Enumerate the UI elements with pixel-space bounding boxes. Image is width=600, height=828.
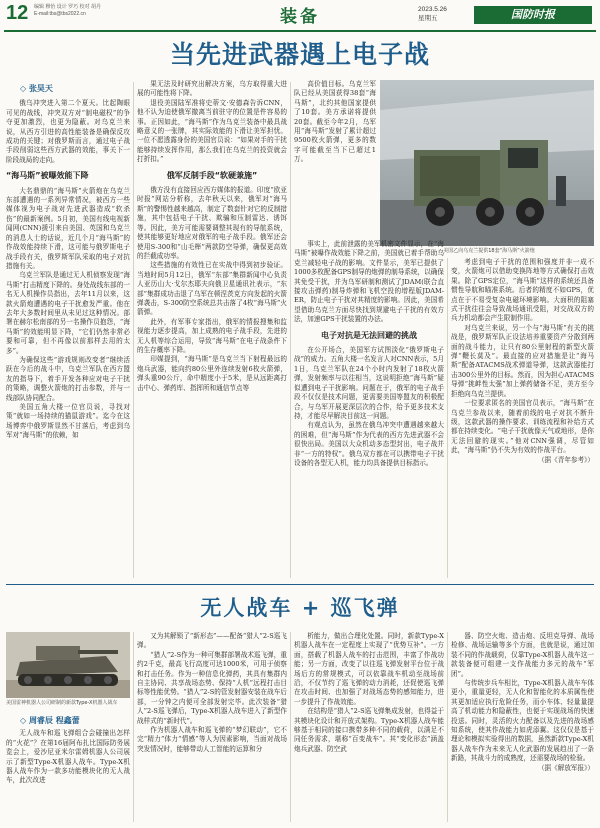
paragraph: 无人战车和巡飞弹组合会碰撞出怎样的“火花”？在第16届阿布扎比国际防务展览会上，爱沙尼亚米尔雷姆机器人公司展示了新型Type-X机器人战车。Type-X机器人战车作为一款多功能模块化的无人战车，此次改进: [6, 729, 130, 785]
paragraph: 俄方没有直接回应西方媒体的报道。印度“欧亚时报”网站分析称，去年秋天以来，俄军对“海马斯”的警惕性越来越高，制定了数套针对它的反制措施，其中包括电子干扰、欺骗和压制雷达、诱饵等。因此，美方可能需要调整其现有的导航系统，使其能够更好地应对俄军的电子战手段。俄军还会使用S-300和“山毛榉”两款防空导弹，确保更高效的拦截成功率。: [137, 186, 287, 260]
page-number: 12: [6, 2, 29, 24]
article1-byline: ◇ 张昊天: [20, 84, 53, 93]
paragraph: “猎人”2-S作为一种可集群部署战术巡飞弹，重约2千克，最高飞行高度可达1000米，可用于侦察和打击任务。作为一种信息化弹药，其具有集群内自主协同、共享战场态势、保持“人机”远程打击目标等性能优势。“猎人”2-S的管发射器安装在战车后部，一分钟之内便可全部发射完毕。此次装备“猎人”2-S巡飞弹后，Type-X机器人战车进入了新型作战样式的“新时代”。: [137, 650, 287, 725]
paragraph: 果无法及时研究出解决方案，乌方取得重大进展的可能性将下降。: [137, 80, 287, 98]
paragraph: 在结构是“猎人”2-S巡飞弹集成发射，也得益于其模块化设计和开放式架构。Type-X机器人战车能够基于相同的接口携带多种不同的载荷，以满足不同任务需求，堪称“百变战车”。其“变化形态”涵盖炮兵武器、防空武: [294, 707, 444, 753]
paragraph: 事实上，此前泄露的美军机密文件显示，在“海马斯”被曝作战效能下降之前，美国就已着手帮助乌克兰减轻电子战的影响。文件显示，美军已提供了1000多枚配备GPS制导的炮弹的制导系统，以确保其免受干扰，并为乌军研制和测试了JDAM(联合直接攻击弹药)制导炸弹和飞机空投的增程版JDAM-ER，防止电子干扰对其精度的影响。因此，美国希望借助乌克兰方面尽快找到规避电子干扰的有效方法，加速GPS干扰装置的办法。: [294, 240, 444, 324]
page-header: [0, 0, 600, 34]
article1-subhead-2: 俄军反制手段“软硬兼施”: [166, 170, 258, 180]
editor-info: [34, 4, 144, 18]
editor-line: 编辑 穆怡 设计 罗巧 校对 胡丹: [34, 4, 101, 10]
article2-byline: ◇ 周睿辰 程鑫蕾: [20, 716, 80, 725]
article2-headline: 无人战车 + 巡飞弹: [200, 596, 400, 620]
paragraph: 乌克兰军队是通过无人机侦察发现“海马斯”打击精度下降的。身处战线东部的一名无人机操作员指出，去年11月以来，这款火箭炮遭遇的电子干扰愈发严重。他在去年大多数时间里从未见过这种情况。部署在赫尔松南部的另一名操作员抱怨，“海马斯”的效能明显下降，“它们仍然非常必要和可靠，但不再像以前那样去用的太多”。: [6, 271, 130, 355]
paragraph: 一位要求匿名的美国官员表示，“海马斯”在乌克兰参战以来，随着前线的电子对抗不断升级，这款武器的操作要求、训练流程和补给方式都在持续变化。“电子干扰就像天气或地形，是你无法回避的现实。”他对CNN强调，尽管如此，“海马斯”仍不失为有效的作战平台。: [451, 399, 594, 455]
paragraph: 作为机器人战车和巡飞弹的“梦幻联动”，它不完“精力”体力“情感”等人为因素影响，当面对战场突发情况时，能够带动人工智能的运算和分: [137, 726, 287, 753]
photo2-caption: 美国雷神机器人公司研制的新款Type-X机器人战车: [6, 700, 118, 706]
paragraph: 考虑到电子干扰的范围和强度并非一成不变，火箭炮可以借助变换阵地等方式确保打击效果。除了GPS定位，“海马斯”这样的系统还具备惯性导航和瞄准系统。后者的精度不如GPS，优点在于不易受复杂电磁环境影响。大面积的阻塞式干扰往往会导致战场通讯受阻，对交战双方的兵力机动都会产生限制作用。: [451, 258, 594, 323]
paragraph: 又为其解锁了“新形态”——配备“猎人”2-S巡飞弹。: [137, 632, 287, 650]
article2-column-3: [294, 632, 444, 824]
article2-column-4: [451, 632, 594, 824]
paragraph: 这些措施的有效性已在实战中得到初步验证。当地时间5月12日，俄军“东部”集群新闻中心负责人亚历山大·戈尔杰耶夫向俄卫星通讯社表示，“东部”集群成功击退了乌军在顿涅茨克方向发起的火箭弹袭击，S-300防空系统总共击落了4枚“海马斯”火箭弹。: [137, 261, 287, 317]
paragraph: 大名鼎鼎的“海马斯”火箭炮在乌克兰东部遭遇的一系列异常情况，被西方一些媒体视为电子战对先进武器造成“软杀伤”的最新案例。5月初，美国有线电视新闻网(CNN)援引来自美国、英国和乌克兰的消息人士的话说，近几个月“海马斯”的作战效能持续下滑，这可能与俄罗斯电子战手段有关，俄罗斯军队采取的电子对抗措施有关。: [6, 186, 130, 270]
article1-subhead-1: “海马斯”被曝效能下降: [6, 171, 89, 181]
paragraph: 与传统步兵车相比，Type-X机器人战车车体更小，重量更轻，无人化和智能化的本质属性使其更加适应执行危险任务，而小车体、轻量量提高了机动能力和隐蔽性，也便于实现战场的快速投送。同时，灵活的火力配备以及先进的战场感知系统，使其作战能力如虎添翼。这仅仅是基于理论和模拟实验得出的数据，虽然新款Type-X机器人战车作为未来无人化武器的发展趋出了一条新路，其战斗力的成熟度，还需要战场的检验。: [451, 679, 594, 763]
column-divider: [290, 82, 291, 578]
issue-date: [418, 5, 447, 23]
article1-column-3-bottom: [294, 240, 444, 580]
date-text: 2023.5.26: [418, 6, 447, 13]
paragraph: 高价值目标。乌克兰军队已经从美国获得38套“海马斯”，北约其他国家提供了10套。美方承诺将提供20套。截至今年2月，乌军用“海马斯”发射了累计超过9500枚火箭弹，更多的数字可能截至当下已超过1万。: [294, 80, 376, 164]
article2-column-2: [137, 632, 287, 824]
robot-vehicle-photo: [6, 632, 130, 698]
paragraph: 美国五角大楼一位官员说，寻找对策“就如一场持续的猫鼠游戏”。迄今在这场博弈中俄罗斯显然不甘落后，考虑到乌军对“海马斯”的依赖，如: [6, 403, 130, 440]
article2-column-1: [6, 716, 130, 824]
paragraph: 有观点认为，虽然在俄乌冲突中遭遇越来越大的困难，但“海马斯”作为代表的西方先进武器不会很快出局。美国以大众机动多态型封出，电子战并非“一方的特权”。俄乌双方都在可以携带电子干扰设备的各型无人机，能力均具备提供目标指示。: [294, 421, 444, 467]
paragraph: 此外，有军事专家指出，俄军的情报搜集和监视能力逐步提高，加上成熟的电子战手段，先进的无人机等综合运用，导致“海马斯”在电子战条件下的生存概率下降。: [137, 317, 287, 354]
article1-subhead-3: 电子对抗是无法回避的挑战: [321, 330, 417, 340]
article1-column-3-top: [294, 80, 376, 236]
paragraph: 器、防空火炮、造击炮、反坦克导弹、战场检修、战场运输等多个方面，也就是说，通过加装不同的作战载荷，仅靠Type-X机器人战车这一款装备便可组建一支作战能力多元的战车“军团”。: [451, 632, 594, 678]
himars-photo: [380, 80, 594, 246]
article1-column-4: [451, 258, 594, 580]
paragraph: 俄乌冲突进入第二个夏天。比起陶眼可见的战线，冲突双方对“制电磁权”的争夺更加激烈，也更为隐蔽。对乌克兰来说，从西方引进的高性能装备是确保反攻成功的关键；对俄罗斯而言，通过电子战手段削弱这些西方武器的效能，事关下一阶段战局的走向。: [6, 99, 130, 164]
column-divider: [447, 258, 448, 578]
paragraph: 析能力，做出合理化处置。同时，新款Type-X机器人战车在一定程度上实现了“优势互补”。一方面，搭载了机器人战车的打击范围，丰富了作战功能；另一方面，改变了以往巡飞弹发射平台位于战场后方的常规模式，可以依靠战车机动至战场前沿，不仅节约了巡飞弹的动力消耗，还促使巡飞弹在攻击时间、也加强了对战场态势的感知能力，进一步提升了作战效能。: [294, 632, 444, 706]
article1-headline: 当先进武器遇上电子战: [169, 40, 430, 69]
article1-column-1: [6, 80, 130, 580]
article-separator: [6, 584, 594, 585]
column-divider: [133, 82, 134, 578]
paragraph: 为确保这些“游戏规则改变者”继续活跃在今后的战斗中，乌克兰军队在西方盟友的指导下，着手开发各种应对电子干扰的策略，调整火箭炮的打击参数，并与一线部队协同配合。: [6, 355, 130, 402]
article1-source: （据《青年参考》）: [537, 455, 594, 464]
column-divider: [133, 632, 134, 822]
himars-illustration: [380, 80, 594, 246]
column-divider: [290, 632, 291, 822]
article1-column-2: [137, 80, 287, 580]
robot-vehicle-illustration: [6, 632, 130, 698]
paragraph: 印媒提到，“海马斯”是乌克兰当下射程最远的炮兵武器，能向约80公里外连续发射6枚火箭弹，弹头重90公斤，命中精度小于5米，是从远距离打击中心、弹药库、指挥所和通信节点等: [137, 355, 287, 392]
paragraph: 对乌克兰来说，另一个与“海马斯”有关的挑战是，俄罗斯军队正设法培养重要资产分散到两面的战斗能力，让只有80公里射程的新型火箭弹“鞭长莫及”。最直接的应对措施是让“海马斯”配备ATACMS战术弹道导弹，这款武器能打击300公里外的目标。然而，因为担心ATACMS导弹“挑衅性太强”加上弹药储备不足，美方至今拒绝向乌克兰提供。: [451, 323, 594, 398]
section-title: 装备: [280, 7, 320, 27]
article2-source: （据《解放军报》）: [537, 763, 594, 772]
header-rule: [4, 30, 596, 32]
column-divider: [447, 632, 448, 822]
newspaper-logo: 国防时报: [474, 6, 592, 24]
paragraph: 退役美国陆军准将史蒂文·安德森告诉CNN，他不认为迫使俄军撤离当前驻守的位置是件容易的事。正因如此，“海马斯”作为乌克兰装备中最具战略意义的一张牌，其实际效能的下滑让美军担忧。一位不愿透露身份的美国官员说：“如果对手的干扰能够持续发挥作用，那么我们在乌克兰的投资就会打折扣。”: [137, 98, 287, 164]
photo1-caption: 美国乙向乌克兰提供18套“海马斯”火箭炮: [443, 248, 535, 254]
editor-email: E-mail:tbs@tbs2022.cn: [34, 11, 86, 17]
weekday-text: 星期五: [418, 15, 438, 22]
paragraph: 在公开场合，美国军方试图淡化“俄罗斯电子战”的威力。五角大楼一名发言人对CNN表示，5月1日，乌克兰军队在24个小时内发射了18枚火箭弹，发射频率与以往相当，这说明拒绝“海马斯”疑似遭到电子干扰影响。问题在于，俄军的电子战手段不仅仅是技术问题，更需要美国等盟友的积极配合，与乌军开展更深层次的合作，给予更多技术支持，才能尽早解决目前这一问题。: [294, 346, 444, 420]
